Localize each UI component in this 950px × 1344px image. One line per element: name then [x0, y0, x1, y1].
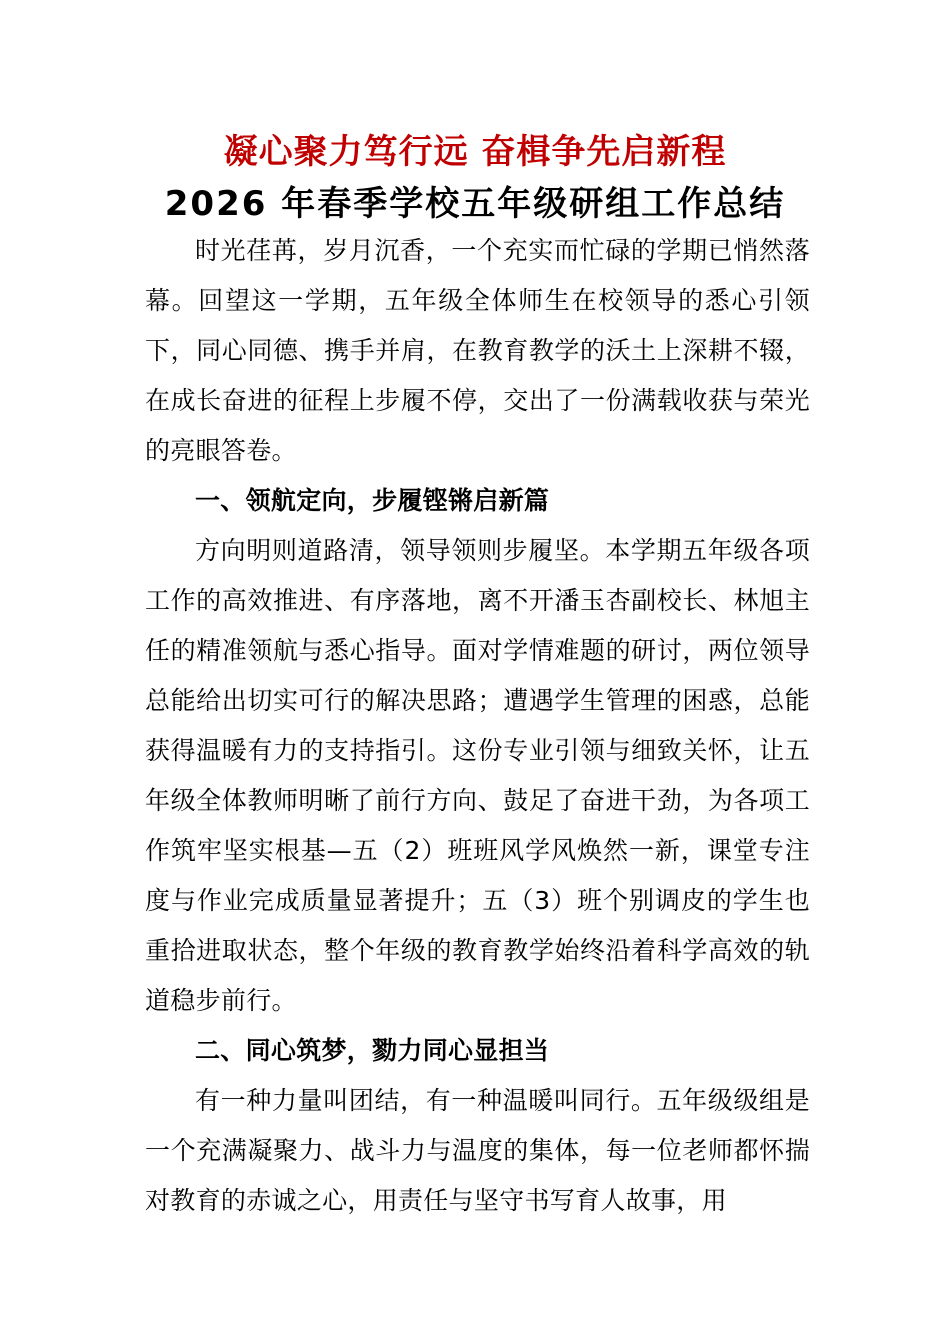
section-paragraph-2: 有一种力量叫团结，有一种温暖叫同行。五年级级组是一个充满凝聚力、战斗力与温度的集体，每一位老师都怀揣对教育的赤诚之心，用责任与坚守书写育人故事，用	[145, 1086, 810, 1215]
section-heading-1: 一、领航定向，步履铿锵启新篇	[195, 486, 550, 515]
document-body	[145, 226, 810, 1226]
intro-paragraph: 时光荏苒，岁月沉香，一个充实而忙碌的学期已悄然落幕。回望这一学期，五年级全体师生在校领导的悉心引领下，同心同德、携手并肩，在教育教学的沃土上深耕不辍，在成长奋进的征程上步履不停，交出了一份满载收获与荣光的亮眼答卷。	[145, 236, 810, 465]
document-title-main: 凝心聚力笃行远 奋楫争先启新程	[223, 132, 727, 172]
section-paragraph-1: 方向明则道路清，领导领则步履坚。本学期五年级各项工作的高效推进、有序落地，离不开潘玉杏副校长、林旭主任的精准领航与悉心指导。面对学情难题的研讨，两位领导总能给出切实可行的解决思路；遭遇学生管理的困惑，总能获得温暖有力的支持指引。这份专业引领与细致关怀，让五年级全体教师明晰了前行方向、鼓足了奋进干劲，为各项工作筑牢坚实根基—五（2）班班风学风焕然一新，课堂专注度与作业完成质量显著提升；五（3）班个别调皮的学生也重拾进取状态，整个年级的教育教学始终沿着科学高效的轨道稳步前行。	[145, 536, 810, 1015]
document-title-sub: 2026 年春季学校五年级研组工作总结	[164, 184, 786, 224]
section-heading-2: 二、同心筑梦，勠力同心显担当	[195, 1036, 550, 1065]
